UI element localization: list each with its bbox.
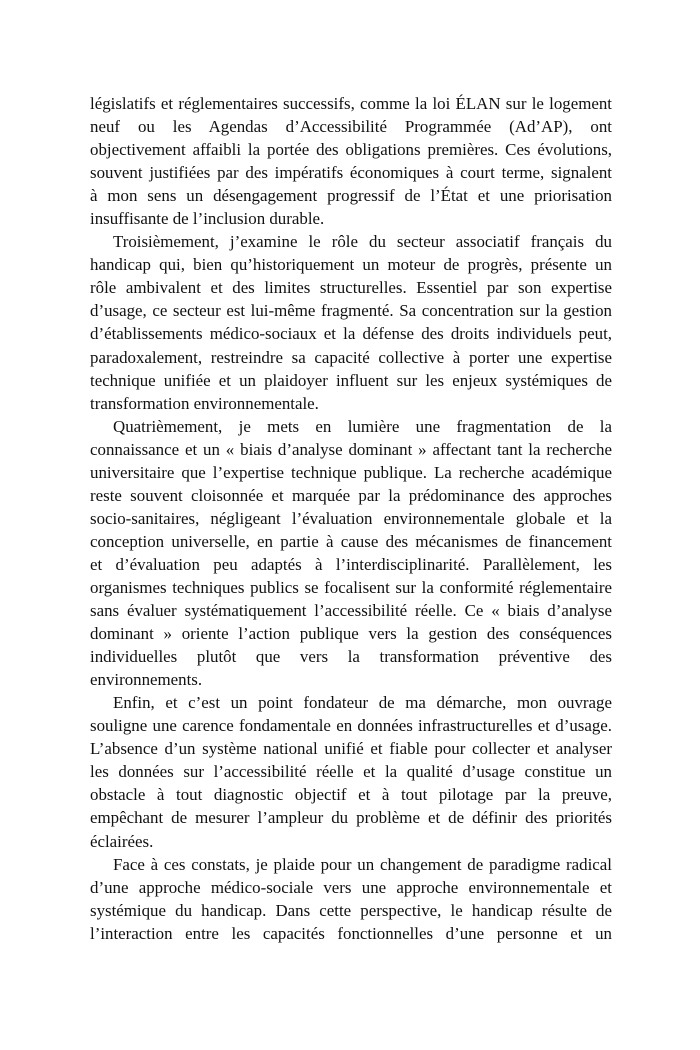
text-line: empêchant de mesurer l’ampleur du problème et de définir des priorités [90,808,612,828]
text-line: universitaire que l’expertise technique publique. La recherche académique [90,462,612,482]
paragraph [90,691,612,852]
paragraph [90,92,612,230]
text-line: L’absence d’un système national unifié et fiable pour collecter et analyser [90,739,612,759]
text-line: neuf ou les Agendas d’Accessibilité Programmée (Ad’AP), ont [90,117,612,137]
paragraph [90,853,612,945]
text-line: à mon sens un désengagement progressif de l’État et une priorisation [90,186,612,206]
text-line: d’usage, ce secteur est lui-même fragmenté. Sa concentration sur la gestion [90,301,612,321]
text-line: rôle ambivalent et des limites structurelles. Essentiel par son expertise [90,278,612,298]
text-line: l’interaction entre les capacités fonctionnelles d’une personne et un [90,923,612,943]
text-line: Enfin, et c’est un point fondateur de ma démarche, mon ouvrage [113,693,612,713]
text-line: les données sur l’accessibilité réelle et la qualité d’usage constitue un [90,762,612,782]
text-line: souligne une carence fondamentale en données infrastructurelles et d’usage. [90,716,612,736]
text-line: technique unifiée et un plaidoyer influent sur les enjeux systémiques de [90,370,612,390]
text-line: souvent justifiées par des impératifs économiques à court terme, signalent [90,163,612,183]
text-line: dominant » oriente l’action publique vers la gestion des conséquences [90,624,612,644]
document-page [90,92,612,945]
paragraph [90,415,612,692]
text-line: d’une approche médico-sociale vers une approche environnementale et [90,877,612,897]
paragraph [90,230,612,414]
text-line: Troisièmement, j’examine le rôle du secteur associatif français du [113,232,612,252]
text-line: reste souvent cloisonnée et marquée par la prédominance des approches [90,485,612,505]
text-line: obstacle à tout diagnostic objectif et à tout pilotage par la preuve, [90,785,612,805]
text-line: organismes techniques publics se focalisent sur la conformité réglementaire [90,577,612,597]
text-line: et d’évaluation peu adaptés à l’interdisciplinarité. Parallèlement, les [90,554,612,574]
text-line: Face à ces constats, je plaide pour un changement de paradigme radical [113,854,612,874]
text-line: Quatrièmement, je mets en lumière une fragmentation de la [113,416,612,436]
text-line: objectivement affaibli la portée des obligations premières. Ces évolutions, [90,140,612,160]
text-line: d’établissements médico-sociaux et la défense des droits individuels peut, [90,324,612,344]
text-line: législatifs et réglementaires successifs, comme la loi ÉLAN sur le logement [90,94,612,113]
text-line: conception universelle, en partie à cause des mécanismes de financement [90,531,612,551]
text-line: éclairées. [90,831,154,851]
text-line: transformation environnementale. [90,393,319,413]
text-line: systémique du handicap. Dans cette perspective, le handicap résulte de [90,900,612,920]
text-line: sans évaluer systématiquement l’accessibilité réelle. Ce « biais d’analyse [90,601,612,621]
text-line: individuelles plutôt que vers la transformation préventive des [90,647,612,667]
text-line: paradoxalement, restreindre sa capacité collective à porter une expertise [90,347,612,367]
text-line: connaissance et un « biais d’analyse dominant » affectant tant la recherche [90,439,612,459]
text-line: socio-sanitaires, négligeant l’évaluation environnementale globale et la [90,508,612,528]
text-line: environnements. [90,670,203,690]
text-line: insuffisante de l’inclusion durable. [90,209,325,229]
text-line: handicap qui, bien qu’historiquement un moteur de progrès, présente un [90,255,612,275]
